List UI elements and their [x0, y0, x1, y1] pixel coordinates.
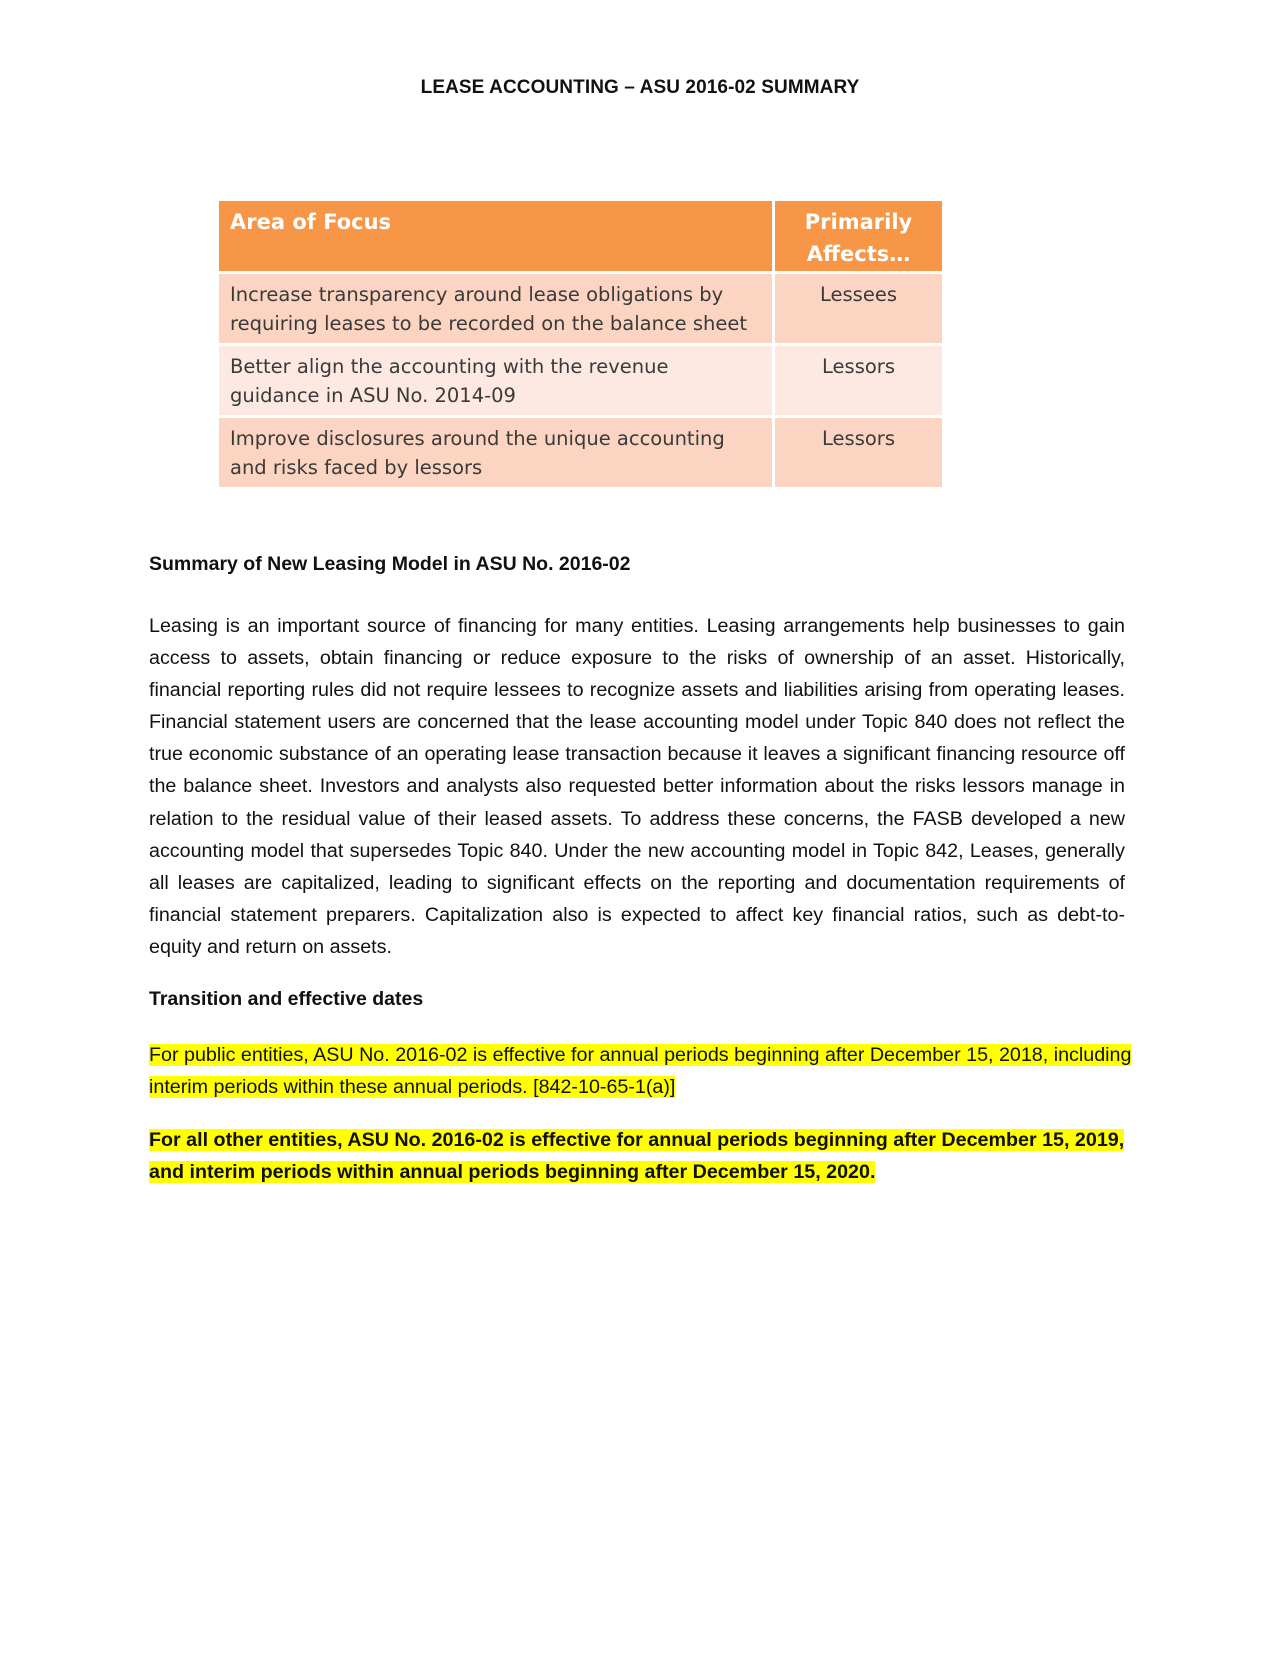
table-row — [219, 273, 942, 345]
page-title: LEASE ACCOUNTING – ASU 2016-02 SUMMARY — [420, 77, 860, 98]
header-primarily-affects-label: Primarily Affects… — [804, 210, 913, 266]
header-area-of-focus: Area of Focus — [219, 201, 774, 273]
table-cell-area: Improve disclosures around the unique accounting and risks faced by lessors — [219, 417, 774, 489]
table-cell-area: Better align the accounting with the revenue guidance in ASU No. 2014-09 — [219, 345, 774, 417]
table-header-row — [219, 201, 942, 273]
table-cell-area: Increase transparency around lease obligations by requiring leases to be recorded on the balance sheet — [219, 273, 774, 345]
public-entities-highlight: For public entities, ASU No. 2016-02 is effective for annual periods beginning after December 15, 2018, including interim periods within these annual periods. [842-10-65-1(a)] — [149, 1044, 1132, 1098]
header-primarily-affects — [774, 201, 942, 273]
table-cell-affects: Lessees — [774, 273, 942, 345]
table-cell-affects: Lessors — [774, 345, 942, 417]
table-cell-affects: Lessors — [774, 417, 942, 489]
other-entities-highlight: For all other entities, ASU No. 2016-02 is effective for annual periods beginning after December 15, 2019, and interim periods within annual periods beginning after December 15, 2020. — [149, 1129, 1125, 1183]
area-of-focus-table — [219, 201, 942, 490]
other-entities-paragraph — [149, 1124, 1139, 1188]
transition-heading: Transition and effective dates — [149, 988, 424, 1010]
public-entities-paragraph — [149, 1039, 1139, 1103]
table-row — [219, 417, 942, 489]
summary-paragraph: Leasing is an important source of financing for many entities. Leasing arrangements help businesses to gain access to assets, obtain financing or reduce exposure to the risks of ownership of an asset. Historically, financial reporting rules did not require lessees to recognize assets and liabilities arising from operating leases. Financial statement users are concerned that the lease accounting model under Topic 840 does not reflect the true economic substance of an operating lease transaction because it leaves a significant financing resource off the balance sheet. Investors and analysts also requested better information about the risks lessors manage in relation to the residual value of their leased assets. To address these concerns, the FASB developed a new accounting model that supersedes Topic 840. Under the new accounting model in Topic 842, Leases, generally all leases are capitalized, leading to significant effects on the reporting and documentation requirements of financial statement preparers. Capitalization also is expected to affect key financial ratios, such as debt-to-equity and return on assets. — [149, 615, 1125, 958]
table-row — [219, 345, 942, 417]
summary-heading: Summary of New Leasing Model in ASU No. 2016-02 — [149, 553, 631, 575]
